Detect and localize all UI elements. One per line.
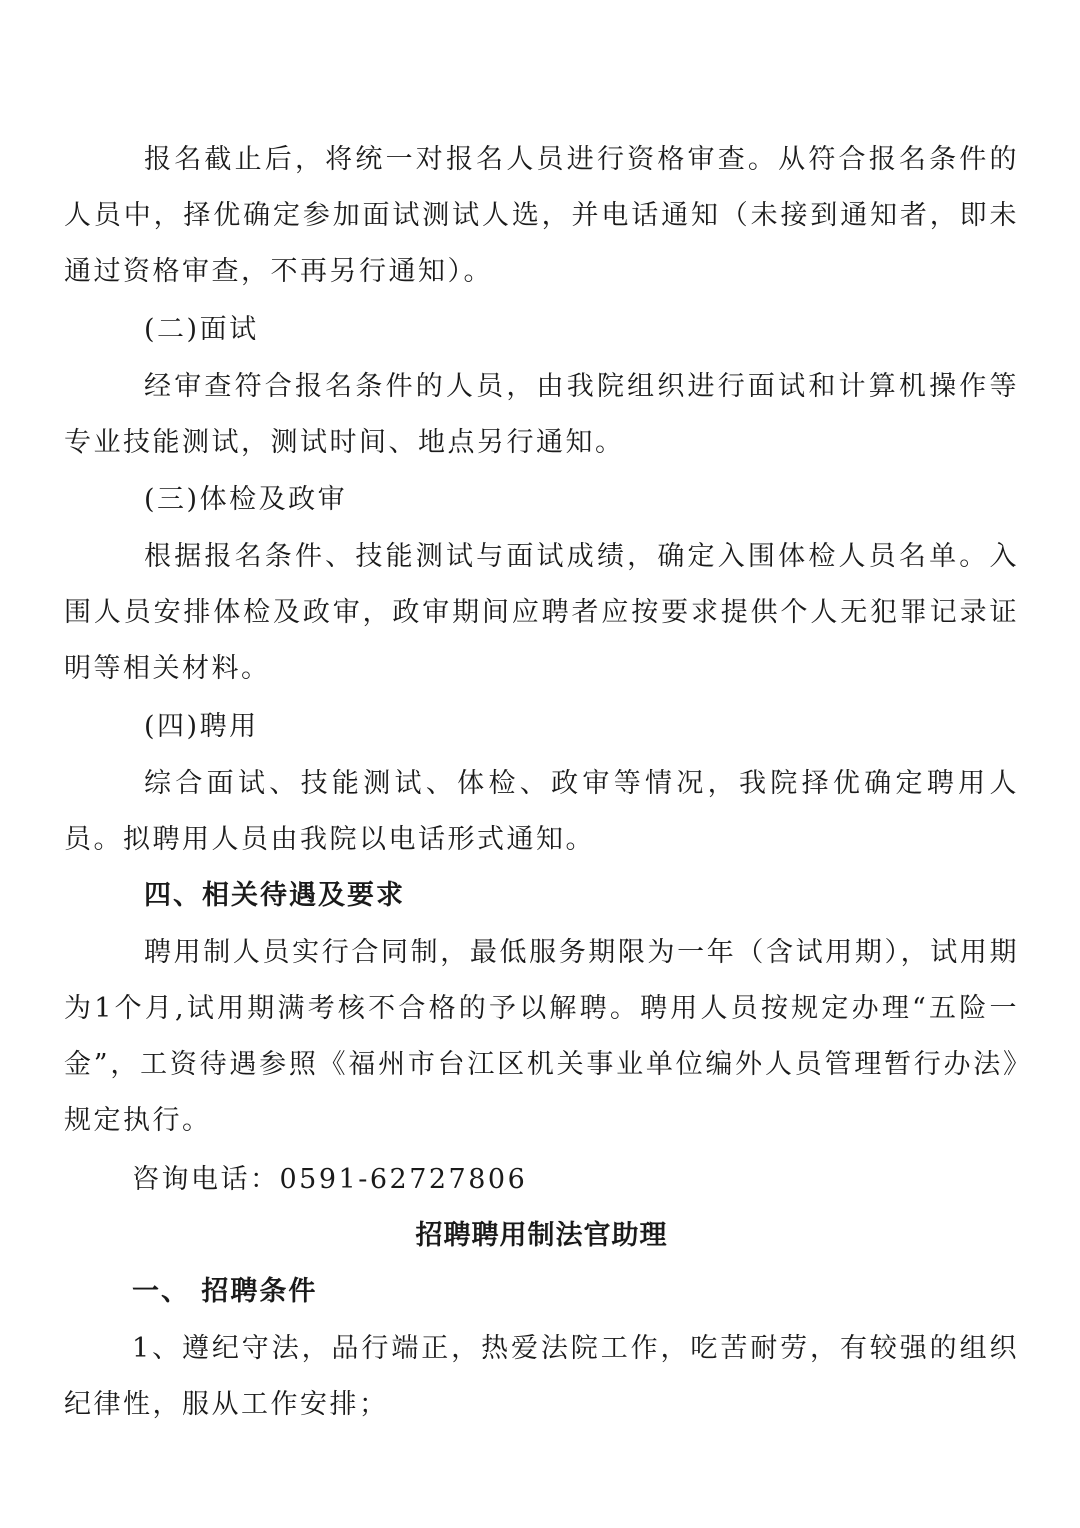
subheading-hiring: (四)聘用 [144,711,259,742]
subheading-physical-exam: (三)体检及政审 [144,484,348,515]
contact-phone: 咨询电话：0591-62727806 [132,1164,528,1195]
paragraph-hiring: 综合面试、技能测试、体检、政审等情况，我院择优确定聘用人员。拟聘用人员由我院以电话形式通知。 [64,768,1019,855]
paragraph-condition-1: 1、遵纪守法，品行端正，热爱法院工作，吃苦耐劳，有较强的组织纪律性，服从工作安排； [64,1333,1019,1420]
paragraph-interview: 经审查符合报名条件的人员，由我院组织进行面试和计算机操作等专业技能测试，测试时间、地点另行通知。 [64,371,1019,458]
paragraph-benefits: 聘用制人员实行合同制，最低服务期限为一年（含试用期），试用期为1个月,试用期满考核不合格的予以解聘。聘用人员按规定办理“五险一金”，工资待遇参照《福州市台江区机关事业单位编外人员管理暂行办法》规定执行。 [64,937,1019,1136]
paragraph-physical-exam: 根据报名条件、技能测试与面试成绩，确定入围体检人员名单。入围人员安排体检及政审，政审期间应聘者应按要求提供个人无犯罪记录证明等相关材料。 [64,541,1019,684]
heading-recruitment-conditions: 一、 招聘条件 [132,1276,318,1307]
paragraph-qualification-review: 报名截止后，将统一对报名人员进行资格审查。从符合报名条件的人员中，择优确定参加面试测试人选，并电话通知（未接到通知者，即未通过资格审查，不再另行通知）。 [64,144,1019,287]
section-title: 招聘聘用制法官助理 [415,1220,668,1251]
subheading-interview: (二)面试 [144,314,259,345]
heading-benefits: 四、相关待遇及要求 [144,880,405,911]
